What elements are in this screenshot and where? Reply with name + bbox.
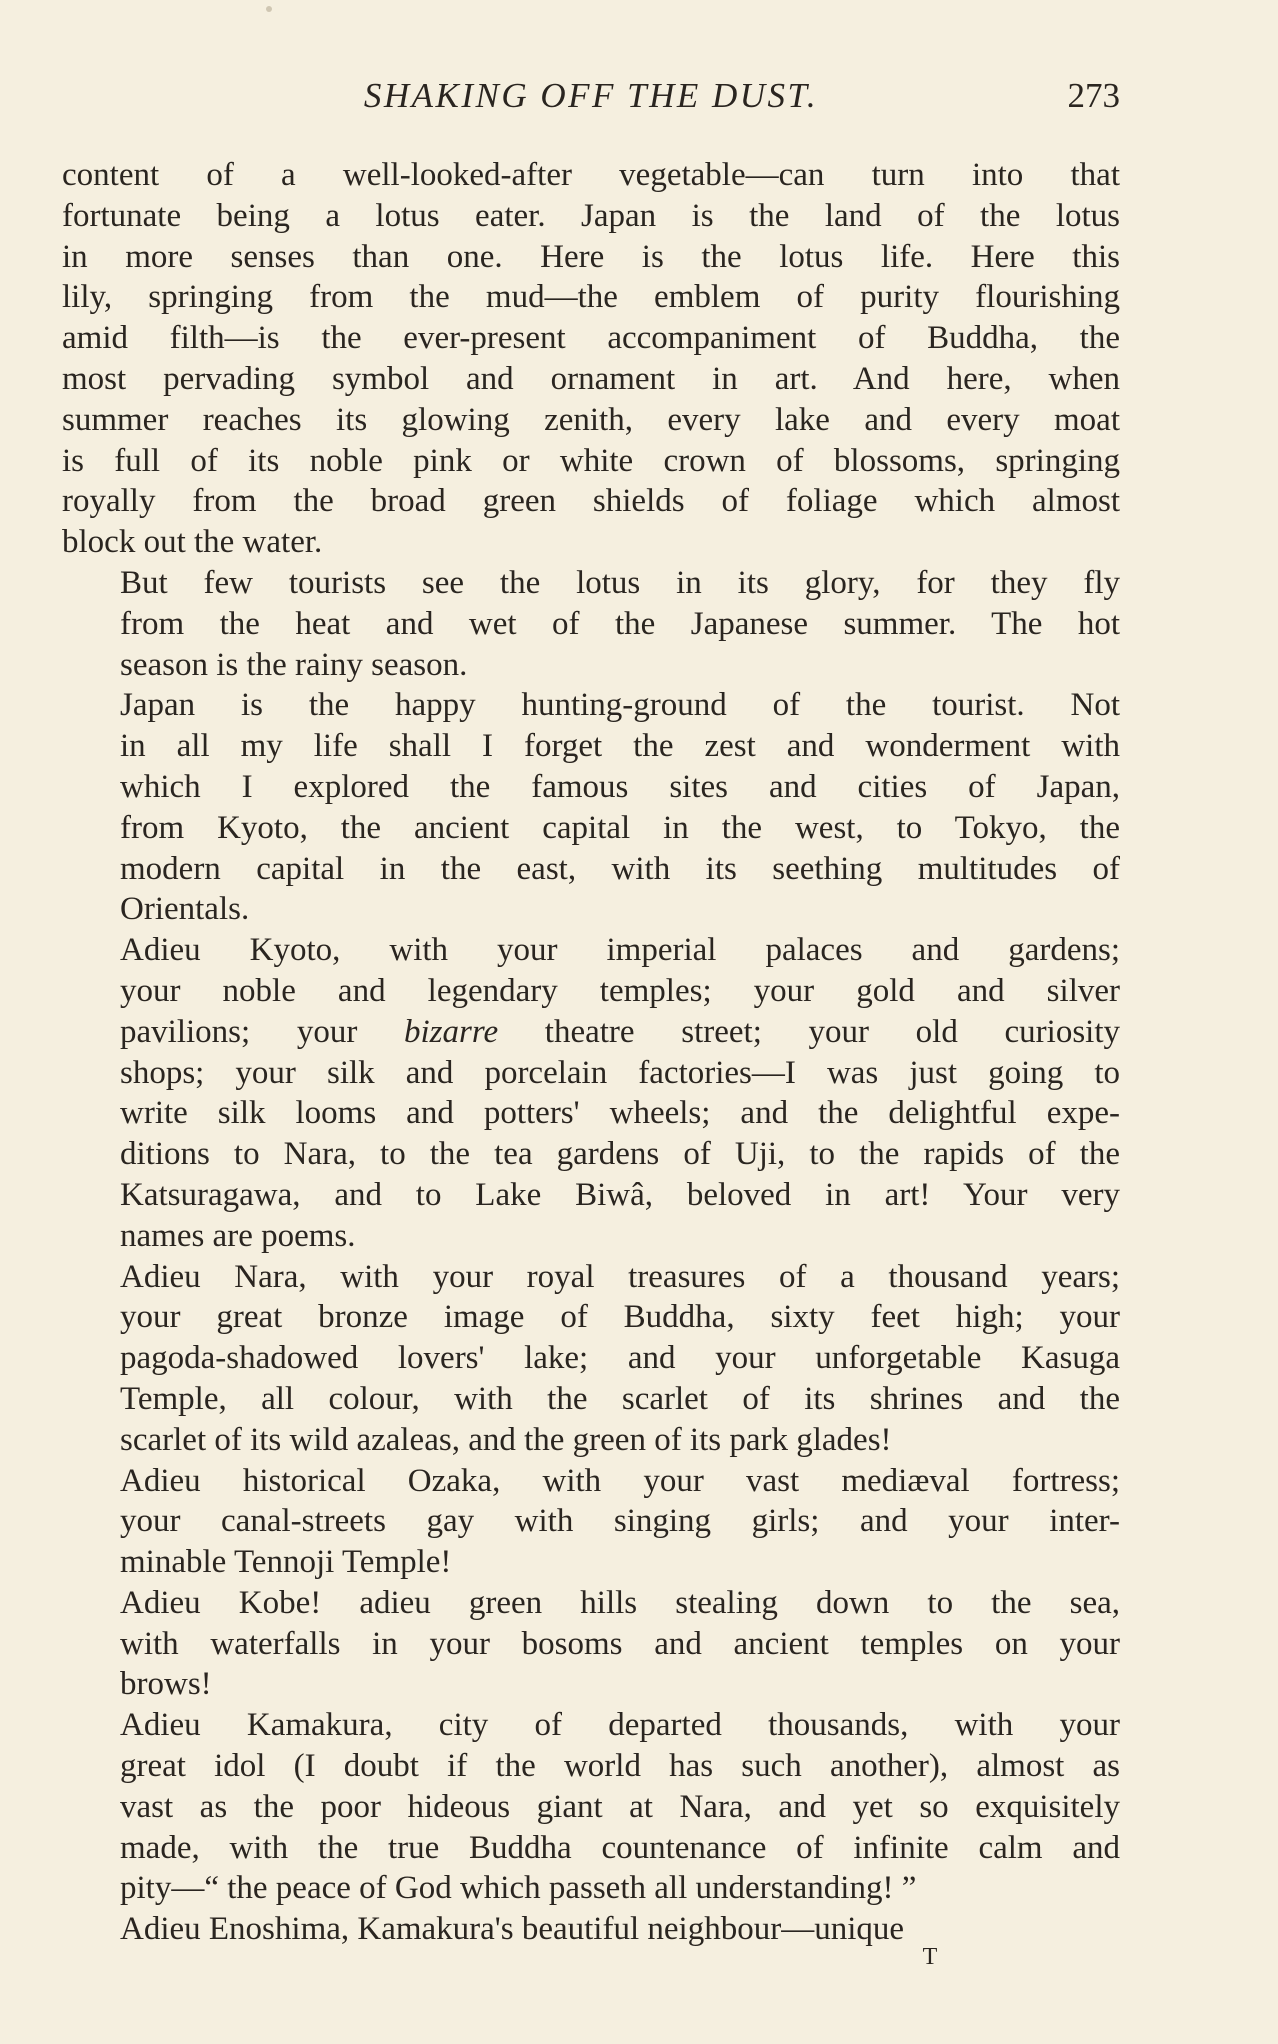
text-line: royally from the broad green shields of foliage which almost (62, 483, 1120, 520)
text-line: pagoda-shadowed lovers' lake; and your unforgetable Kasuga (120, 1340, 1120, 1377)
text-line: Temple, all colour, with the scarlet of its shrines and the (120, 1380, 1120, 1417)
text-line: is full of its noble pink or white crown of blossoms, springing (62, 442, 1120, 479)
text-line: shops; your silk and porcelain factories—I was just going to (120, 1054, 1120, 1091)
text-line: most pervading symbol and ornament in art. And here, when (62, 360, 1120, 397)
text-line: pity—“ the peace of God which passeth all understanding! ” (120, 1870, 917, 1907)
text-line: ditions to Nara, to the tea gardens of Uji, to the rapids of the (120, 1136, 1120, 1173)
text-line: fortunate being a lotus eater. Japan is the land of the lotus (62, 197, 1120, 234)
text-line: write silk looms and potters' wheels; and the delightful expe- (120, 1095, 1120, 1132)
text-line: from Kyoto, the ancient capital in the west, to Tokyo, the (120, 809, 1120, 846)
text-line: your noble and legendary temples; your gold and silver (120, 972, 1120, 1009)
text-line: made, with the true Buddha countenance of infinite calm and (120, 1829, 1120, 1866)
signature-mark: T (922, 1944, 938, 1970)
text-line: Japan is the happy hunting-ground of the tourist. Not (120, 687, 1120, 724)
text-line: Orientals. (120, 891, 250, 928)
paragraph (62, 563, 1120, 685)
text-line: lily, springing from the mud—the emblem of purity flourishing (62, 279, 1120, 316)
running-title: SHAKING OFF THE DUST. (363, 76, 819, 115)
text-line: summer reaches its glowing zenith, every lake and every moat (62, 401, 1120, 438)
text-line: Adieu Kyoto, with your imperial palaces and gardens; (120, 932, 1120, 969)
paragraph (62, 930, 1120, 1256)
text-line: amid filth—is the ever-present accompaniment of Buddha, the (62, 320, 1120, 357)
paper-speck (266, 6, 272, 12)
page-header (62, 72, 1120, 120)
text-line: Adieu Nara, with your royal treasures of a thousand years; (120, 1258, 1120, 1295)
paragraph (62, 1705, 1120, 1909)
text-line: Adieu Kamakura, city of departed thousands, with your (120, 1707, 1120, 1744)
text-line: Adieu Enoshima, Kamakura's beautiful neighbour—unique (120, 1911, 905, 1948)
text-line: season is the rainy season. (120, 646, 468, 683)
italic-word: bizarre (404, 1013, 499, 1050)
text-line: your great bronze image of Buddha, sixty feet high; your (120, 1299, 1120, 1336)
paragraph (62, 1461, 1120, 1583)
text-line: your canal-streets gay with singing girls; and your inter- (120, 1503, 1120, 1540)
text-line: block out the water. (62, 524, 323, 561)
text-line: modern capital in the east, with its seething multitudes of (120, 850, 1120, 887)
paragraph (62, 155, 1120, 563)
text-line: great idol (I doubt if the world has such another), almost as (120, 1748, 1120, 1785)
text-line: But few tourists see the lotus in its glory, for they fly (120, 564, 1120, 601)
text-line: Adieu Kobe! adieu green hills stealing down to the sea, (120, 1584, 1120, 1621)
text-line: vast as the poor hideous giant at Nara, and yet so exquisitely (120, 1788, 1120, 1825)
text-line: in all my life shall I forget the zest and wonderment with (120, 728, 1120, 765)
page-number: 273 (1067, 76, 1120, 115)
text-line: content of a well-looked-after vegetable—can turn into that (62, 157, 1120, 193)
text-line: names are poems. (120, 1217, 356, 1254)
paragraph (62, 685, 1120, 930)
text-line: pavilions; your bizarre theatre street; your old curiosity (120, 1013, 1121, 1050)
text-line: scarlet of its wild azaleas, and the green of its park glades! (120, 1421, 892, 1458)
text-line: Adieu historical Ozaka, with your vast mediæval fortress; (120, 1462, 1120, 1499)
text-line: in more senses than one. Here is the lotus life. Here this (62, 238, 1120, 275)
text-line: with waterfalls in your bosoms and ancient temples on your (120, 1625, 1120, 1662)
body-text (62, 155, 1120, 1950)
paragraph (62, 1909, 1120, 1950)
text-line: Katsuragawa, and to Lake Biwâ, beloved in art! Your very (120, 1176, 1120, 1213)
text-line: minable Tennoji Temple! (120, 1544, 452, 1581)
text-line: brows! (120, 1666, 212, 1703)
paragraph (62, 1257, 1120, 1461)
paragraph (62, 1583, 1120, 1705)
text-line: which I explored the famous sites and cities of Japan, (120, 768, 1120, 805)
text-line: from the heat and wet of the Japanese summer. The hot (120, 605, 1120, 642)
